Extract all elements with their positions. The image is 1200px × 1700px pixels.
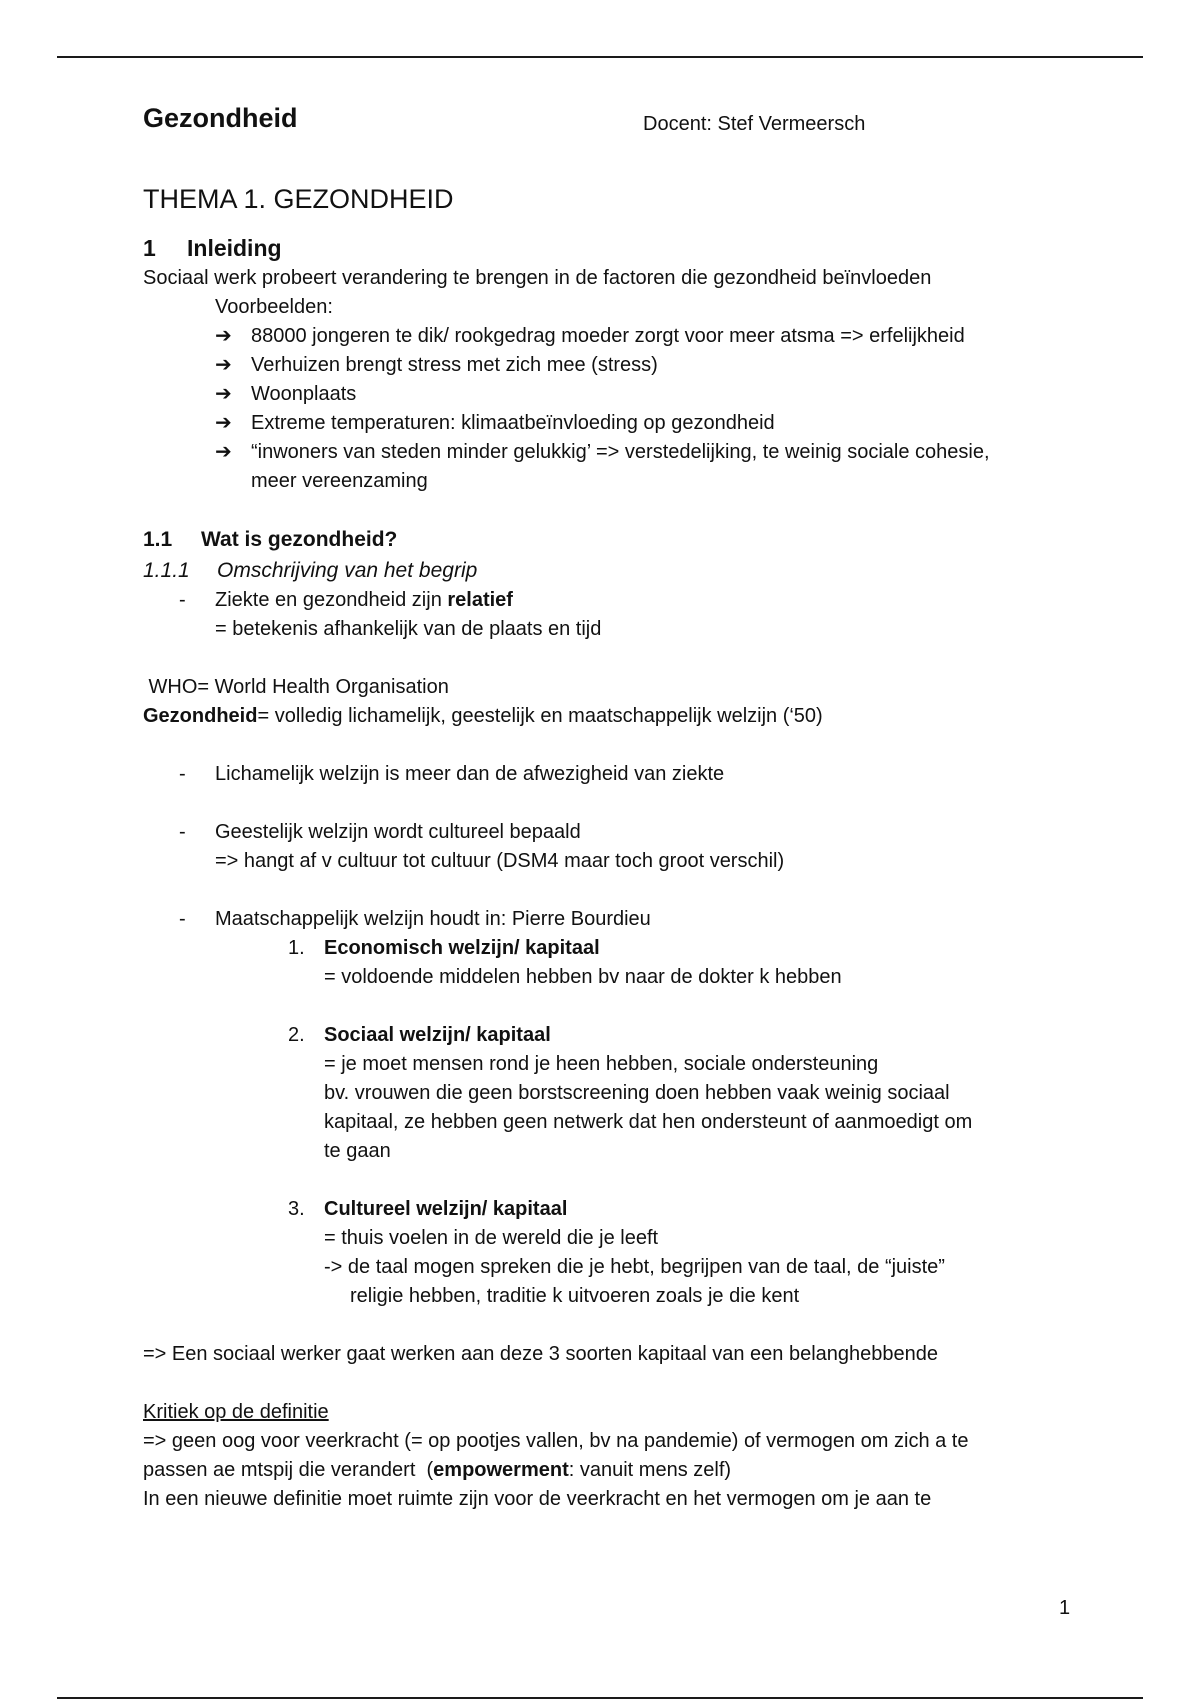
gezondheid-definition: [143, 702, 1063, 731]
dash-bullet: -: [179, 589, 186, 611]
item-line: religie hebben, traditie k uitvoeren zoals je die kent: [350, 1285, 800, 1307]
item-number: 2.: [288, 1024, 305, 1046]
item-number: 3.: [288, 1198, 305, 1220]
relatief-definition: = betekenis afhankelijk van de plaats en tijd: [215, 618, 602, 640]
section-1-1-1-heading: [143, 556, 1063, 586]
item-line: kapitaal, ze hebben geen netwerk dat hen ondersteunt of aanmoedigt om: [324, 1111, 973, 1133]
section-number: 1.1: [143, 528, 173, 551]
page-number: 1: [1059, 1597, 1071, 1619]
document-title: Gezondheid: [143, 103, 298, 133]
kritiek-line-2-pre: passen ae mtspij die verandert (: [143, 1459, 434, 1481]
list-item: [143, 818, 1063, 847]
list-item: [143, 586, 1063, 615]
section-1-heading: [143, 232, 1063, 264]
kritiek-line-1: => geen oog voor veerkracht (= op pootjes vallen, bv na pandemie) of vermogen om zich a te: [143, 1430, 969, 1452]
kapitaal-item-2: [143, 1021, 1063, 1050]
arrow-right-icon: ➔: [215, 383, 232, 405]
list-item-text: Lichamelijk welzijn is meer dan de afwezigheid van ziekte: [215, 763, 725, 785]
bottom-border-line: [57, 1697, 1143, 1699]
item-line: bv. vrouwen die geen borstscreening doen hebben vaak weinig sociaal: [324, 1082, 950, 1104]
who-line: WHO= World Health Organisation: [143, 676, 449, 698]
list-item-text: Verhuizen brengt stress met zich mee (stress): [251, 354, 658, 376]
item-title: Cultureel welzijn/ kapitaal: [324, 1198, 568, 1220]
kritiek-line-2-post: : vanuit mens zelf): [568, 1459, 732, 1481]
list-item: [143, 380, 1063, 409]
list-item-text: Woonplaats: [251, 383, 357, 405]
item-line: = voldoende middelen hebben bv naar de dokter k hebben: [324, 966, 842, 988]
dash-bullet: -: [179, 908, 186, 930]
section-title: Wat is gezondheid?: [201, 528, 398, 551]
list-item: [143, 905, 1063, 934]
list-item-text: 88000 jongeren te dik/ rookgedrag moeder zorgt voor meer atsma => erfelijkheid: [251, 325, 965, 347]
list-item: [143, 760, 1063, 789]
relatief-bold: relatief: [447, 589, 513, 611]
item-title: Sociaal welzijn/ kapitaal: [324, 1024, 551, 1046]
dash-bullet: -: [179, 763, 186, 785]
kritiek-line-2: [143, 1456, 1063, 1485]
kapitaal-item-3: [143, 1195, 1063, 1224]
kritiek-line-3: In een nieuwe definitie moet ruimte zijn voor de veerkracht en het vermogen om je aan te: [143, 1488, 932, 1510]
list-item: [143, 438, 1063, 496]
arrow-right-icon: ➔: [215, 354, 232, 376]
item-number: 1.: [288, 937, 305, 959]
list-item: [143, 409, 1063, 438]
empowerment-term: empowerment: [433, 1459, 569, 1481]
item-title: Economisch welzijn/ kapitaal: [324, 937, 600, 959]
section-number: 1.1.1: [143, 559, 190, 582]
top-border-line: [57, 56, 1143, 58]
relatief-text: Ziekte en gezondheid zijn: [215, 589, 448, 611]
geestelijk-subline: => hangt af v cultuur tot cultuur (DSM4 maar toch groot verschil): [215, 850, 785, 872]
document-body: [143, 100, 1063, 1514]
list-item-text: Extreme temperaturen: klimaatbeïnvloeding op gezondheid: [251, 412, 775, 434]
section-1-1-heading: [143, 524, 1063, 556]
section-title: Omschrijving van het begrip: [217, 559, 478, 582]
intro-paragraph: Sociaal werk probeert verandering te brengen in de factoren die gezondheid beïnvloeden: [143, 267, 932, 289]
conclusion-line: => Een sociaal werker gaat werken aan deze 3 soorten kapitaal van een belanghebbende: [143, 1343, 939, 1365]
kritiek-heading: Kritiek op de definitie: [143, 1401, 329, 1423]
list-item: [143, 351, 1063, 380]
item-line: -> de taal mogen spreken die je hebt, begrijpen van de taal, de “juiste”: [324, 1256, 945, 1278]
list-item-text: “inwoners van steden minder gelukkig’ => verstedelijking, te weinig sociale cohesie, meer vereenzaming: [251, 441, 990, 492]
arrow-right-icon: ➔: [215, 412, 232, 434]
item-line: te gaan: [324, 1140, 391, 1162]
kapitaal-item-1: [143, 934, 1063, 963]
gezondheid-def-text: = volledig lichamelijk, geestelijk en maatschappelijk welzijn (‘50): [257, 705, 823, 727]
gezondheid-term: Gezondheid: [143, 705, 258, 727]
theme-heading: THEMA 1. GEZONDHEID: [143, 184, 454, 214]
section-number: 1: [143, 235, 156, 261]
list-item-text: Geestelijk welzijn wordt cultureel bepaald: [215, 821, 581, 843]
list-item: [143, 322, 1063, 351]
item-line: = je moet mensen rond je heen hebben, sociale ondersteuning: [324, 1053, 879, 1075]
arrow-right-icon: ➔: [215, 325, 232, 347]
list-item-text: Maatschappelijk welzijn houdt in: Pierre Bourdieu: [215, 908, 651, 930]
dash-bullet: -: [179, 821, 186, 843]
document-header: [143, 100, 1063, 148]
section-title: Inleiding: [187, 235, 282, 261]
examples-label: Voorbeelden:: [215, 296, 333, 318]
item-line: = thuis voelen in de wereld die je leeft: [324, 1227, 659, 1249]
arrow-right-icon: ➔: [215, 441, 232, 463]
docent-label: Docent: Stef Vermeersch: [643, 113, 866, 135]
